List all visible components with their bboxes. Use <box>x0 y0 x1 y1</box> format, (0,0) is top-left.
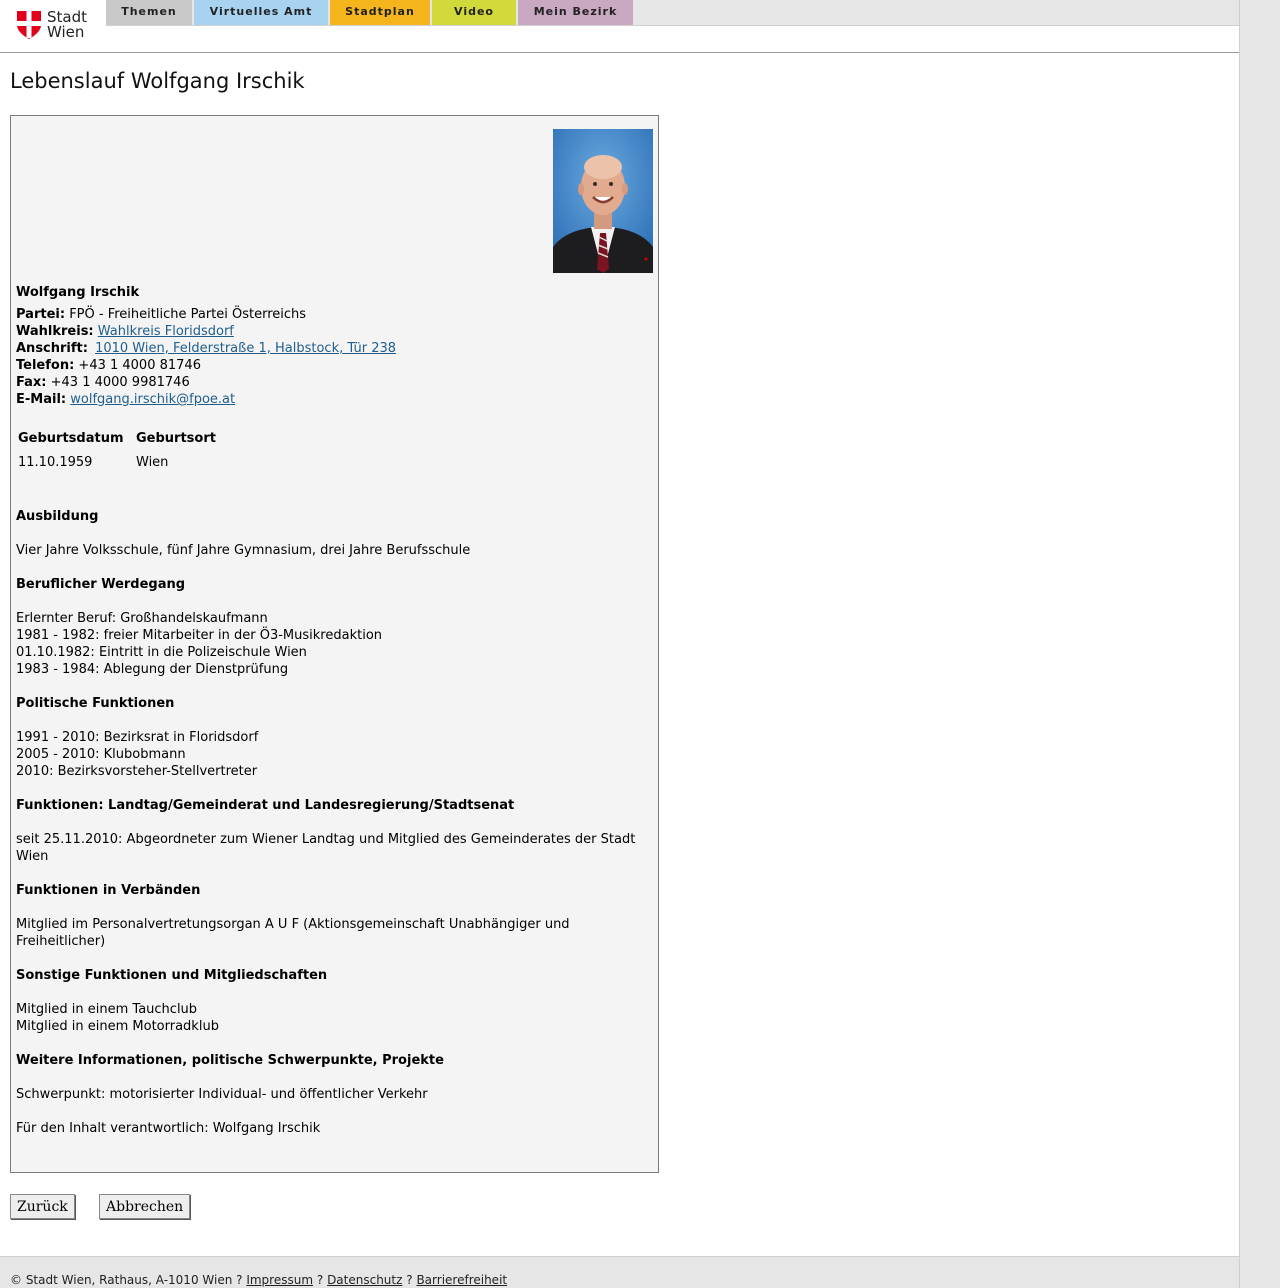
zurueck-button[interactable]: Zurück <box>10 1194 75 1219</box>
email-link[interactable]: wolfgang.irschik@fpoe.at <box>70 392 236 407</box>
partei-value: FPÖ - Freiheitliche Partei Österreichs <box>69 307 307 322</box>
logo-line-2: Wien <box>47 23 85 41</box>
main-nav <box>106 0 1239 26</box>
telefon-label: Telefon: <box>16 358 75 373</box>
ausbildung-line: Vier Jahre Volksschule, fünf Jahre Gymnasium, drei Jahre Berufsschule <box>16 543 471 558</box>
sonstige-line: Mitglied in einem Tauchclub <box>16 1002 198 1017</box>
section-sonstige-title: Sonstige Funktionen und Mitgliedschaften <box>16 968 328 983</box>
politik-line: 2010: Bezirksvorsteher-Stellvertreter <box>16 764 258 779</box>
portrait-illustration <box>553 129 653 273</box>
wahlkreis-row <box>16 323 234 340</box>
profile-card <box>10 115 659 1173</box>
portrait-photo <box>553 129 653 273</box>
telefon-row <box>16 357 201 374</box>
beruf-line: 1981 - 1982: freier Mitarbeiter in der Ö3-Musikredaktion <box>16 628 383 643</box>
section-verband-title: Funktionen in Verbänden <box>16 883 201 898</box>
anschrift-label: Anschrift: <box>16 341 88 356</box>
logo-text <box>47 10 87 40</box>
wahlkreis-link[interactable]: Wahlkreis Floridsdorf <box>97 324 234 339</box>
section-weitere-title: Weitere Informationen, politische Schwerpunkte, Projekte <box>16 1053 444 1068</box>
wahlkreis-label: Wahlkreis: <box>16 324 94 339</box>
sonstige-line: Mitglied in einem Motorradklub <box>16 1019 219 1034</box>
section-landtag-title: Funktionen: Landtag/Gemeinderat und Landesregierung/Stadtsenat <box>16 798 515 813</box>
fax-row <box>16 374 190 391</box>
tab-virtuelles-amt[interactable]: Virtuelles Amt <box>194 0 328 25</box>
beruf-line: 01.10.1982: Eintritt in die Polizeischule Wien <box>16 645 307 660</box>
birth-date: 11.10.1959 <box>18 455 93 470</box>
politik-line: 1991 - 2010: Bezirksrat in Floridsdorf <box>16 730 259 745</box>
weitere-line: Schwerpunkt: motorisierter Individual- und öffentlicher Verkehr <box>16 1087 428 1102</box>
telefon-value: +43 1 4000 81746 <box>78 358 201 373</box>
section-ausbildung-title: Ausbildung <box>16 509 99 524</box>
section-beruf-title: Beruflicher Werdegang <box>16 577 186 592</box>
beruf-line: Erlernter Beruf: Großhandelskaufmann <box>16 611 268 626</box>
verantwortlich-note: Für den Inhalt verantwortlich: Wolfgang Irschik <box>16 1121 321 1136</box>
anschrift-row <box>16 340 396 357</box>
fax-label: Fax: <box>16 375 47 390</box>
landtag-line: seit 25.11.2010: Abgeordneter zum Wiener Landtag und Mitglied des Gemeinderates der Stadt Wien <box>16 832 636 864</box>
stadt-wien-logo[interactable] <box>16 10 96 42</box>
email-row <box>16 391 235 408</box>
footer-barrierefreiheit-link[interactable]: Barrierefreiheit <box>416 1273 508 1287</box>
tab-video[interactable]: Video <box>432 0 516 25</box>
footer-copyright: © Stadt Wien, Rathaus, A-1010 Wien ? <box>10 1273 243 1287</box>
partei-row <box>16 306 306 323</box>
fax-value: +43 1 4000 9981746 <box>50 375 190 390</box>
footer-datenschutz-link[interactable]: Datenschutz <box>327 1273 403 1287</box>
beruf-line: 1983 - 1984: Ablegung der Dienstprüfung <box>16 662 289 677</box>
site-header <box>0 0 1239 53</box>
profile-name: Wolfgang Irschik <box>16 285 140 300</box>
wien-shield-icon <box>16 10 42 40</box>
window-scrollbar-area[interactable] <box>1239 0 1280 1288</box>
tab-mein-bezirk[interactable]: Mein Bezirk <box>518 0 633 25</box>
footer-impressum-link[interactable]: Impressum <box>246 1273 314 1287</box>
verband-line: Mitglied im Personalvertretungsorgan A U F (Aktionsgemeinschaft Unabhängiger und Freiheitlicher) <box>16 917 570 949</box>
birth-table-header-date: Geburtsdatum <box>18 431 124 446</box>
footer-separator: ? <box>406 1273 413 1287</box>
tab-themen[interactable]: Themen <box>106 0 192 25</box>
email-label: E-Mail: <box>16 392 67 407</box>
section-politik-title: Politische Funktionen <box>16 696 175 711</box>
birth-table-header-place: Geburtsort <box>136 431 216 446</box>
partei-label: Partei: <box>16 307 66 322</box>
anschrift-link[interactable]: 1010 Wien, Felderstraße 1, Halbstock, Tür 238 <box>95 341 397 356</box>
page-title: Lebenslauf Wolfgang Irschik <box>10 69 305 93</box>
politik-line: 2005 - 2010: Klubobmann <box>16 747 186 762</box>
site-footer <box>0 1256 1239 1288</box>
footer-separator: ? <box>316 1273 324 1287</box>
tab-stadtplan[interactable]: Stadtplan <box>330 0 430 25</box>
logo-line-1: Stadt <box>47 8 87 26</box>
abbrechen-button[interactable]: Abbrechen <box>99 1194 190 1219</box>
birth-place: Wien <box>136 455 169 470</box>
footer-text <box>10 1273 507 1288</box>
